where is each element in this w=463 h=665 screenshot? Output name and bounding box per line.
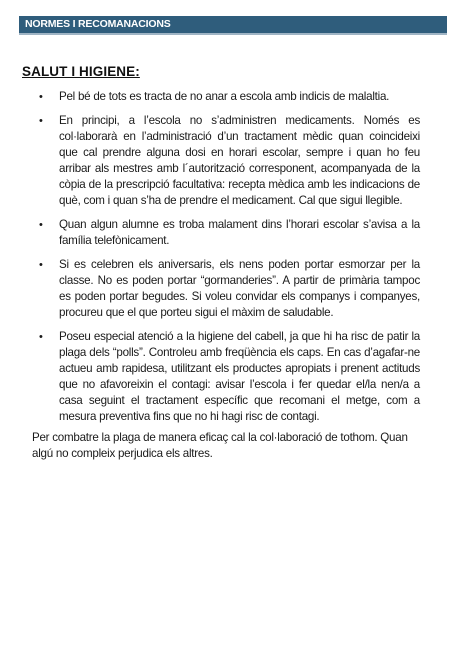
recommendations-list [22, 89, 420, 433]
header-title: NORMES I RECOMANACIONS [25, 18, 171, 30]
list-item-text: Poseu especial atenció a la higiene del cabell, ja que hi ha risc de patir la plaga dels “polls”. Controleu amb freqüència els caps. En cas d’agafar-ne actueu amb rapidesa, utilitzant els productes apropiats i prenent actituds que no afavoreixin el contagi: avisar l’escola i fer quedar el/la nen/a a casa seguint el tractament específic que recomani el metge, com a mesura preventiva fins que no hi hagi risc de contagi. [59, 330, 420, 423]
list-item-text: Si es celebren els aniversaris, els nens poden portar esmorzar per la classe. No es poden portar “gormanderies”. A partir de primària tampoc es poden portar begudes. Si voleu convidar els companys i companyes, procureu que el que porteu sigui el màxim de saludable. [59, 258, 420, 319]
closing-paragraph: Per combatre la plaga de manera eficaç cal la col·laboració de tothom. Quan algú no compleix perjudica els altres. [32, 431, 408, 460]
list-item [22, 257, 420, 321]
list-item-text: Quan algun alumne es troba malament dins l’horari escolar s’avisa a la família telefònicament. [59, 218, 420, 247]
list-item [22, 89, 420, 105]
list-item [22, 329, 420, 425]
list-item-text: Pel bé de tots es tracta de no anar a escola amb indicis de malaltia. [59, 90, 390, 103]
bullet-icon: • [39, 219, 43, 231]
list-item [22, 113, 420, 209]
bullet-icon: • [39, 331, 43, 343]
bullet-icon: • [39, 259, 43, 271]
list-item-text: En principi, a l’escola no s’administren medicaments. Només es col·laborarà en l’administració d’un tractament mèdic quan coincideixi que cal prendre alguna dosi en horari escolar, sempre i quan ho feu arribar als mestres amb l´autorització corresponent, acompanyada de la còpia de la prescripció facultativa: recepta mèdica amb les indicacions de què, com i quan s’ha de prendre el medicament. Cal que sigui llegible. [59, 114, 420, 207]
header-bar [19, 16, 447, 35]
bullet-icon: • [39, 115, 43, 127]
bullet-icon: • [39, 91, 43, 103]
list-item [22, 217, 420, 249]
section-title: SALUT I HIGIENE: [22, 64, 140, 79]
